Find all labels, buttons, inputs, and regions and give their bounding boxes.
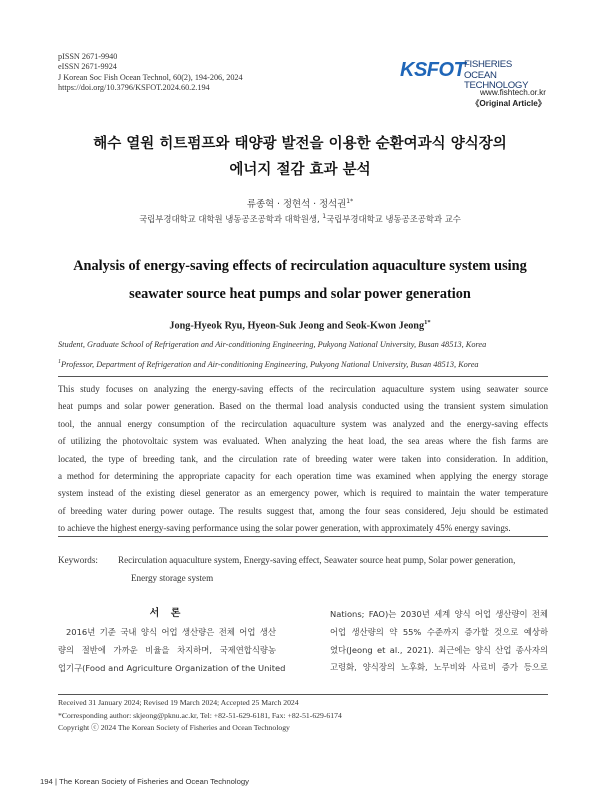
- abstract-top-rule: [58, 376, 548, 377]
- footnotes: [58, 697, 342, 735]
- pissn: pISSN 2671-9940: [58, 52, 118, 61]
- abstract-line: a method for determining the appropriate capacity for each operation time was examined when applying the energy storage: [58, 471, 548, 482]
- abstract-bottom-rule: [58, 536, 548, 537]
- logo-text-line2: TECHNOLOGY: [464, 80, 529, 92]
- korean-affiliation: [0, 213, 600, 225]
- intro-right-column: [330, 606, 548, 677]
- logo-text-line1: FISHERIES OCEAN: [464, 59, 512, 81]
- intro-line: 2016년 기준 국내 양식 어업 생산량은 전체 어업 생산: [66, 627, 276, 637]
- english-title-line2: seawater source heat pumps and solar power generation: [129, 286, 471, 302]
- abstract-line: heat pumps and solar power generation. Based on the thermal load analysis conducted using the transient system simulation: [58, 401, 548, 412]
- korean-authors-sup: 1*: [346, 197, 354, 205]
- abstract-line: system instead of the existing diesel generator as an emergency power, which is required to maintain the water temperature: [58, 488, 548, 499]
- journal-meta: [58, 52, 243, 94]
- korean-affiliation-2: 국립부경대학교 냉동공조공학과 교수: [326, 214, 461, 224]
- abstract-line: This study focuses on analyzing the energy-saving effects of the recirculation aquaculture system using seawater source: [58, 384, 548, 394]
- intro-line: 였다(Jeong et al., 2021). 최근에는 양식 산업 종사자의: [330, 644, 548, 655]
- journal-url[interactable]: www.fishtech.or.kr: [480, 88, 546, 97]
- korean-affiliation-1: 국립부경대학교 대학원 냉동공조공학과 대학원생,: [139, 214, 323, 224]
- article-type: 《Original Article》: [471, 99, 546, 108]
- abstract-line: of utilizing the photovoltaic system was evaluated. When analyzing the heat load, the sea areas where the fish farms are: [58, 436, 548, 447]
- copyright: Copyright ⓒ 2024 The Korean Society of Fisheries and Ocean Technology: [58, 723, 290, 733]
- english-affiliation-2-sup: 1: [58, 359, 61, 365]
- keywords-line2: Energy storage system: [131, 572, 214, 583]
- doi-link[interactable]: https://doi.org/10.3796/KSFOT.2024.60.2.194: [58, 83, 210, 93]
- english-authors-names: Jong-Hyeok Ryu, Hyeon-Suk Jeong and Seok-Kwon Jeong: [169, 320, 425, 332]
- abstract: [58, 381, 548, 538]
- korean-authors-names: 류종혁 · 정현석 · 정석권: [246, 199, 347, 210]
- corresponding-author: *Corresponding author: skjeong@pknu.ac.kr, Tel: +82-51-629-6181, Fax: +82-51-629-6174: [58, 710, 342, 720]
- korean-title-line1: 해수 열원 히트펌프와 태양광 발전을 이용한 순환여과식 양식장의: [93, 136, 507, 152]
- logo-mark: KSFOT: [400, 59, 466, 81]
- english-authors-sup: 1*: [424, 319, 431, 326]
- logo-text: [464, 60, 546, 92]
- abstract-line: located, the type of breeding tank, and the circulation rate of breeding water were taken into consideration. In addition,: [58, 453, 548, 464]
- page-footer: 194 | The Korean Society of Fisheries and Ocean Technology: [40, 777, 249, 786]
- abstract-line: tool, the annual energy consumption of the recirculation aquaculture system was analyzed and the energy-saving effects: [58, 418, 548, 429]
- english-title-line1: Analysis of energy-saving effects of recirculation aquaculture system using: [73, 258, 527, 274]
- eissn: eISSN 2671-9924: [58, 62, 117, 72]
- intro-line: Nations; FAO)는 2030년 세계 양식 어업 생산량이 전체: [330, 609, 548, 619]
- footnote-rule: [58, 694, 548, 695]
- keywords-label: Keywords:: [58, 555, 98, 565]
- intro-left-column: [58, 624, 286, 677]
- intro-line: 고령화, 양식장의 노후화, 노무비와 사료비 증가 등으로: [330, 662, 548, 673]
- keywords-line1: Recirculation aquaculture system, Energy-saving effect, Seawater source heat pump, Solar power generation,: [118, 555, 516, 565]
- abstract-line: to achieve the highest energy-saving performance using the solar power generation, with approximately 45% energy savings.: [58, 523, 511, 534]
- english-affiliation-2-text: Professor, Department of Refrigeration and Air-conditioning Engineering, Pukyong National University, Busan 48513, Korea: [61, 359, 479, 369]
- intro-line: 업기구(Food and Agriculture Organization of the United: [58, 662, 286, 673]
- english-authors: [0, 319, 600, 331]
- citation: J Korean Soc Fish Ocean Technol, 60(2), 194-206, 2024: [58, 72, 243, 82]
- english-affiliation-1: Student, Graduate School of Refrigeration and Air-conditioning Engineering, Pukyong National University, Busan 48513, Korea: [58, 340, 487, 349]
- korean-title-line2: 에너지 절감 효과 분석: [229, 162, 371, 178]
- intro-line: 량의 절반에 가까운 비율을 차지하며, 국제연합식량농: [58, 644, 276, 655]
- korean-authors: [0, 196, 600, 210]
- korean-affiliation-sup: 1: [322, 213, 327, 221]
- journal-logo: [400, 58, 546, 92]
- intro-heading: 서 론: [149, 608, 185, 619]
- received-dates: Received 31 January 2024; Revised 19 March 2024; Accepted 25 March 2024: [58, 698, 299, 707]
- english-affiliation-2: [58, 357, 548, 370]
- intro-line: 어업 생산량의 약 55% 수준까지 증가할 것으로 예상하: [330, 626, 548, 637]
- abstract-line: of breeding water during power outage. The results suggest that, among the four seas considered, Jeju should be estimated: [58, 505, 548, 516]
